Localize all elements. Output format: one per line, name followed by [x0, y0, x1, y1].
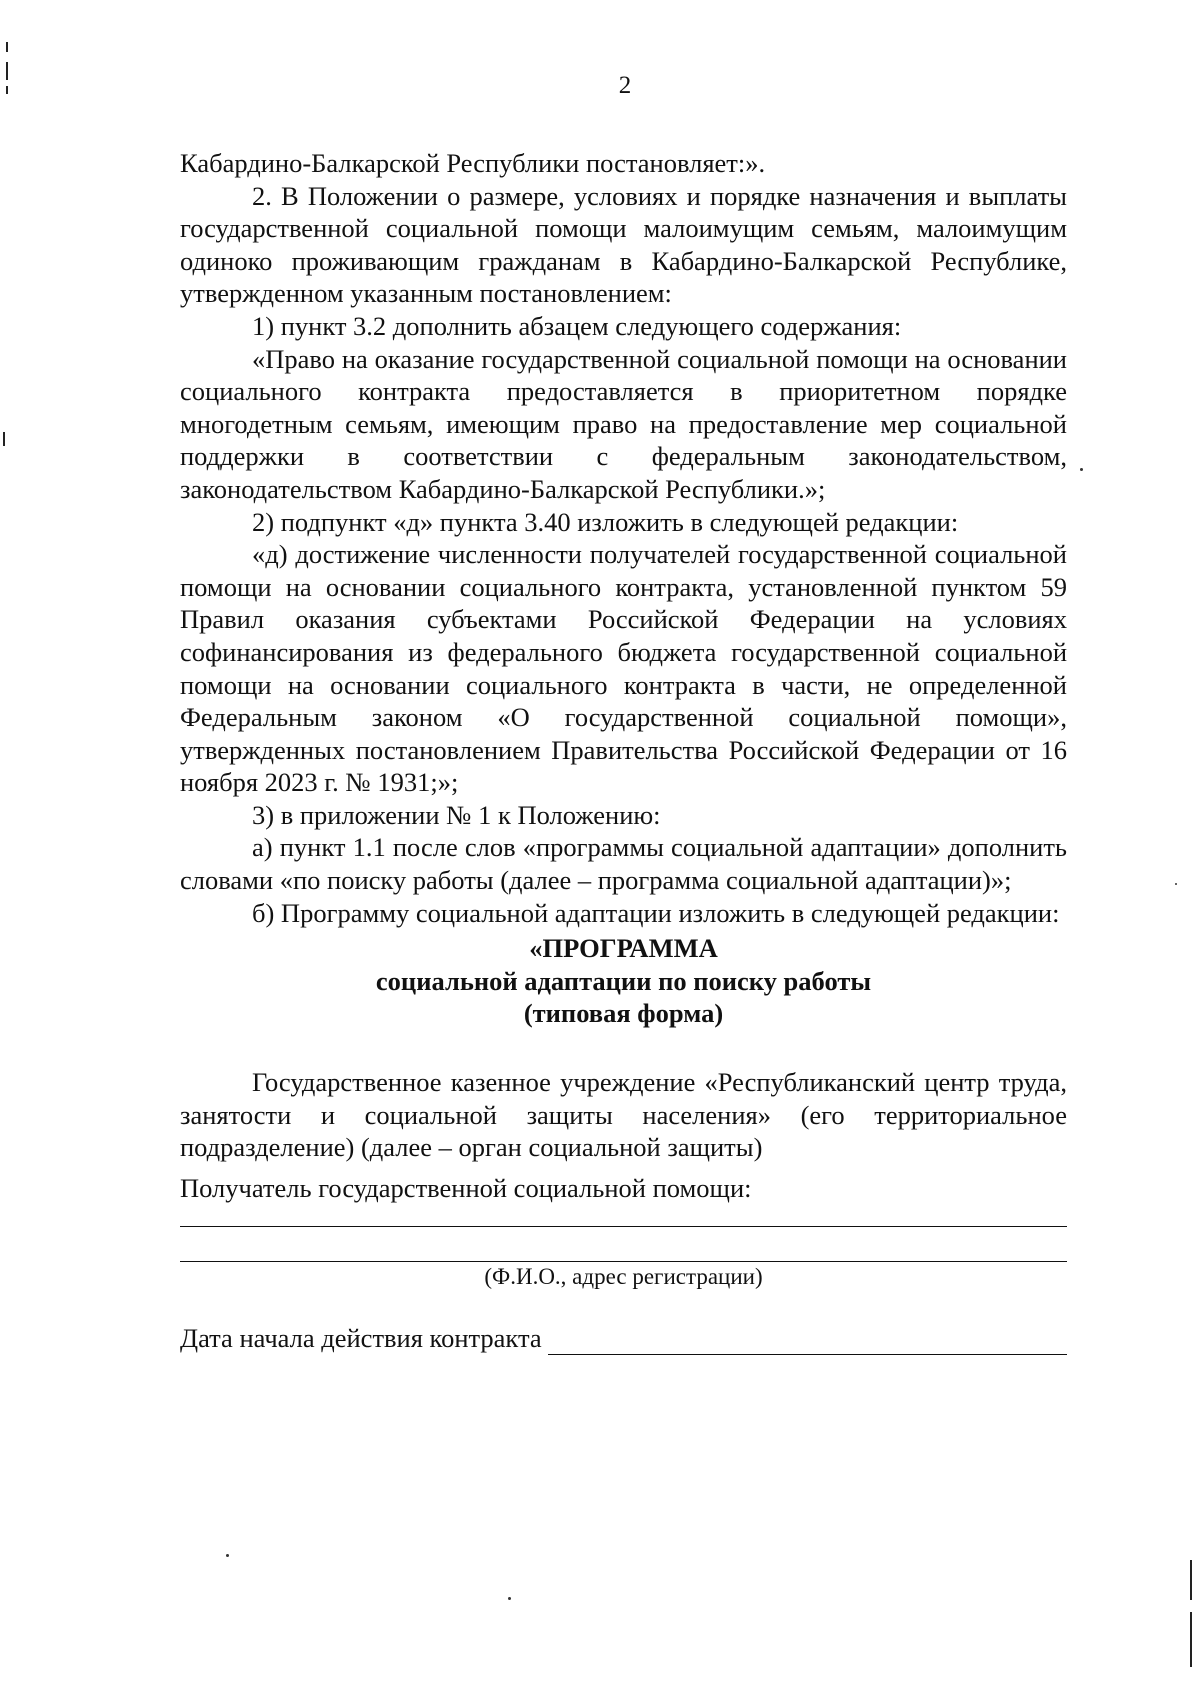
recipient-label: Получатель государственной социальной помощи:: [180, 1172, 752, 1203]
program-heading-form-type: (типовая форма): [523, 998, 724, 1029]
paragraph-subitem-2: 2) подпункт «д» пункта 3.40 изложить в следующей редакции:: [252, 506, 959, 537]
scan-speck: [1080, 468, 1083, 471]
paragraph-agency: Государственное казенное учреждение «Республиканский центр труда, занятости и социальной защиты населения» (его территориальное подразделение) (далее – орган социальной защиты): [180, 1067, 1067, 1163]
scan-speck: [508, 1597, 511, 1600]
program-heading-subtitle: социальной адаптации по поиску работы: [375, 965, 872, 996]
scan-speck: [226, 1554, 229, 1557]
spacer: [180, 1030, 1067, 1066]
scan-edge-mark: [6, 42, 8, 52]
scan-edge-mark: [1190, 1612, 1192, 1667]
recipient-fill-line-1: [180, 1226, 1067, 1227]
recipient-caption: (Ф.И.О., адрес регистрации): [484, 1264, 763, 1290]
document-body: [180, 147, 1067, 1355]
paragraph-preamble-end: Кабардино-Балкарской Республики постановляет:».: [180, 148, 766, 178]
contract-start-fill-line: [548, 1330, 1067, 1355]
scan-edge-mark: [6, 86, 8, 94]
program-heading: [180, 932, 1067, 1030]
scan-edge-mark: [1190, 1560, 1192, 1600]
paragraph-subitem-b: б) Программу социальной адаптации изложить в следующей редакции:: [252, 897, 1060, 928]
contract-start-label: Дата начала действия контракта: [180, 1323, 542, 1354]
program-heading-title: «ПРОГРАММА: [529, 933, 718, 964]
page-number: 2: [618, 72, 632, 99]
contract-start-row: [180, 1322, 1067, 1355]
scan-speck: [1175, 883, 1177, 885]
paragraph-quoted-d: «д) достижение численности получателей государственной социальной помощи на основании социального контракта, установленной пунктом 59 Правил оказания субъектами Российской Федерации на условиях софинансирования из федерального бюджета государственной социальной помощи на основании социального контракта в части, не определенной Федеральным законом «О государственной социальной помощи», утвержденных постановлением Правительства Российской Федерации от 16 ноября 2023 г. № 1931;»;: [180, 539, 1067, 798]
paragraph-item-2: 2. В Положении о размере, условиях и порядке назначения и выплаты государственной социальной помощи малоимущим семьям, малоимущим одиноко проживающим гражданам в Кабардино-Балкарской Республике, утвержденном указанным постановлением:: [180, 180, 1067, 309]
paragraph-subitem-3: 3) в приложении № 1 к Положению:: [252, 799, 661, 830]
scan-edge-mark: [3, 432, 5, 446]
paragraph-subitem-a: а) пункт 1.1 после слов «программы социальной адаптации» дополнить словами «по поиску работы (далее – программа социальной адаптации)»;: [180, 832, 1067, 896]
paragraph-quoted-right: «Право на оказание государственной социальной помощи на основании социального контракта предоставляется в приоритетном порядке многодетным семьям, имеющим право на предоставление мер социальной поддержки в соответствии с федеральным законодательством, законодательством Кабардино-Балкарской Республики.»;: [180, 343, 1067, 504]
scan-edge-mark: [6, 62, 8, 80]
paragraph-subitem-1: 1) пункт 3.2 дополнить абзацем следующего содержания:: [252, 310, 902, 341]
